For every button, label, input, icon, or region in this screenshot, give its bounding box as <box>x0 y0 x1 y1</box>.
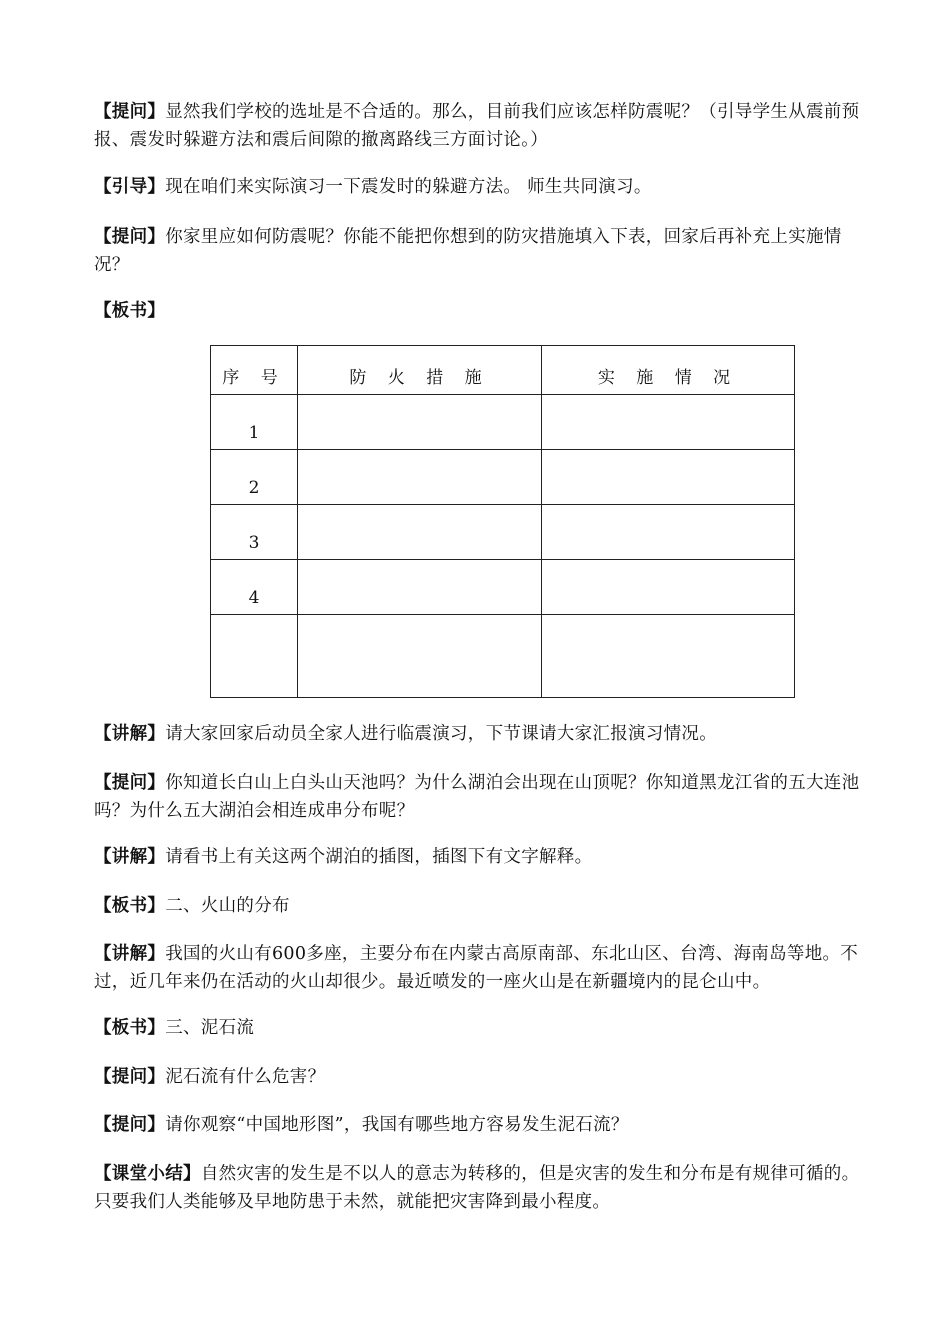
paragraph-guide <box>94 173 874 201</box>
paragraph-board-3 <box>94 1014 874 1042</box>
paragraph-text: 三、泥石流 <box>165 1018 255 1038</box>
cell-status <box>542 615 795 698</box>
paragraph-tag: 【引导】 <box>94 177 166 197</box>
paragraph-summary <box>94 1160 874 1216</box>
paragraph-text: 你家里应如何防震呢？你能不能把你想到的防灾措施填入下表，回家后再补充上实施情况？ <box>94 227 842 275</box>
paragraph-question-3 <box>94 769 874 825</box>
paragraph-board-1 <box>94 297 874 325</box>
cell-measure <box>298 505 542 560</box>
paragraph-board-2 <box>94 892 874 920</box>
table-row <box>211 395 795 450</box>
cell-status <box>542 505 795 560</box>
paragraph-tag: 【提问】 <box>94 102 166 122</box>
table-header-row <box>211 346 795 395</box>
cell-index <box>211 615 298 698</box>
table-row <box>211 615 795 698</box>
cell-status <box>542 560 795 615</box>
paragraph-tag: 【讲解】 <box>94 847 166 867</box>
paragraph-explain-2 <box>94 843 874 871</box>
cell-index: 2 <box>211 450 298 505</box>
measures-table <box>210 345 795 698</box>
cell-measure <box>298 615 542 698</box>
cell-measure <box>298 560 542 615</box>
paragraph-text: 你知道长白山上白头山天池吗？为什么湖泊会出现在山顶呢？你知道黑龙江省的五大连池吗？为什么五大湖泊会相连成串分布呢？ <box>94 773 860 821</box>
paragraph-question-4 <box>94 1063 874 1091</box>
paragraph-question-2 <box>94 223 874 279</box>
paragraph-tag: 【板书】 <box>94 1018 166 1038</box>
paragraph-tag: 【讲解】 <box>94 944 166 964</box>
table-row <box>211 450 795 505</box>
paragraph-tag: 【课堂小结】 <box>94 1164 201 1184</box>
paragraph-question-1 <box>94 98 874 154</box>
paragraph-tag: 【提问】 <box>94 1115 166 1135</box>
paragraph-text: 请看书上有关这两个湖泊的插图，插图下有文字解释。 <box>165 847 593 867</box>
paragraph-text: 自然灾害的发生是不以人的意志为转移的，但是灾害的发生和分布是有规律可循的。只要我们人类能够及早地防患于未然，就能把灾害降到最小程度。 <box>94 1164 860 1212</box>
header-status: 实 施 情 况 <box>542 346 795 395</box>
cell-index: 1 <box>211 395 298 450</box>
cell-measure <box>298 450 542 505</box>
paragraph-text: 请你观察“中国地形图”，我国有哪些地方容易发生泥石流？ <box>165 1115 629 1135</box>
paragraph-tag: 【板书】 <box>94 301 166 321</box>
paragraph-text: 二、火山的分布 <box>165 896 290 916</box>
header-measure: 防 火 措 施 <box>298 346 542 395</box>
paragraph-explain-3 <box>94 940 874 996</box>
paragraph-tag: 【提问】 <box>94 773 166 793</box>
paragraph-text: 显然我们学校的选址是不合适的。那么，目前我们应该怎样防震呢？（引导学生从震前预报、震发时躲避方法和震后间隙的撤离路线三方面讨论。） <box>94 102 860 150</box>
header-index: 序 号 <box>211 346 298 395</box>
paragraph-tag: 【提问】 <box>94 227 166 247</box>
table-row <box>211 505 795 560</box>
paragraph-tag: 【提问】 <box>94 1067 166 1087</box>
table-row <box>211 560 795 615</box>
paragraph-explain-1 <box>94 720 874 748</box>
paragraph-text: 现在咱们来实际演习一下震发时的躲避方法。 师生共同演习。 <box>165 177 652 197</box>
paragraph-tag: 【讲解】 <box>94 724 166 744</box>
cell-measure <box>298 395 542 450</box>
paragraph-text: 泥石流有什么危害？ <box>165 1067 326 1087</box>
cell-index: 4 <box>211 560 298 615</box>
paragraph-question-5 <box>94 1111 874 1139</box>
cell-index: 3 <box>211 505 298 560</box>
cell-status <box>542 450 795 505</box>
paragraph-text: 我国的火山有600多座，主要分布在内蒙古高原南部、东北山区、台湾、海南岛等地。不过，近几年来仍在活动的火山却很少。最近喷发的一座火山是在新疆境内的昆仑山中。 <box>94 944 859 992</box>
paragraph-text: 请大家回家后动员全家人进行临震演习，下节课请大家汇报演习情况。 <box>165 724 718 744</box>
cell-status <box>542 395 795 450</box>
paragraph-tag: 【板书】 <box>94 896 166 916</box>
